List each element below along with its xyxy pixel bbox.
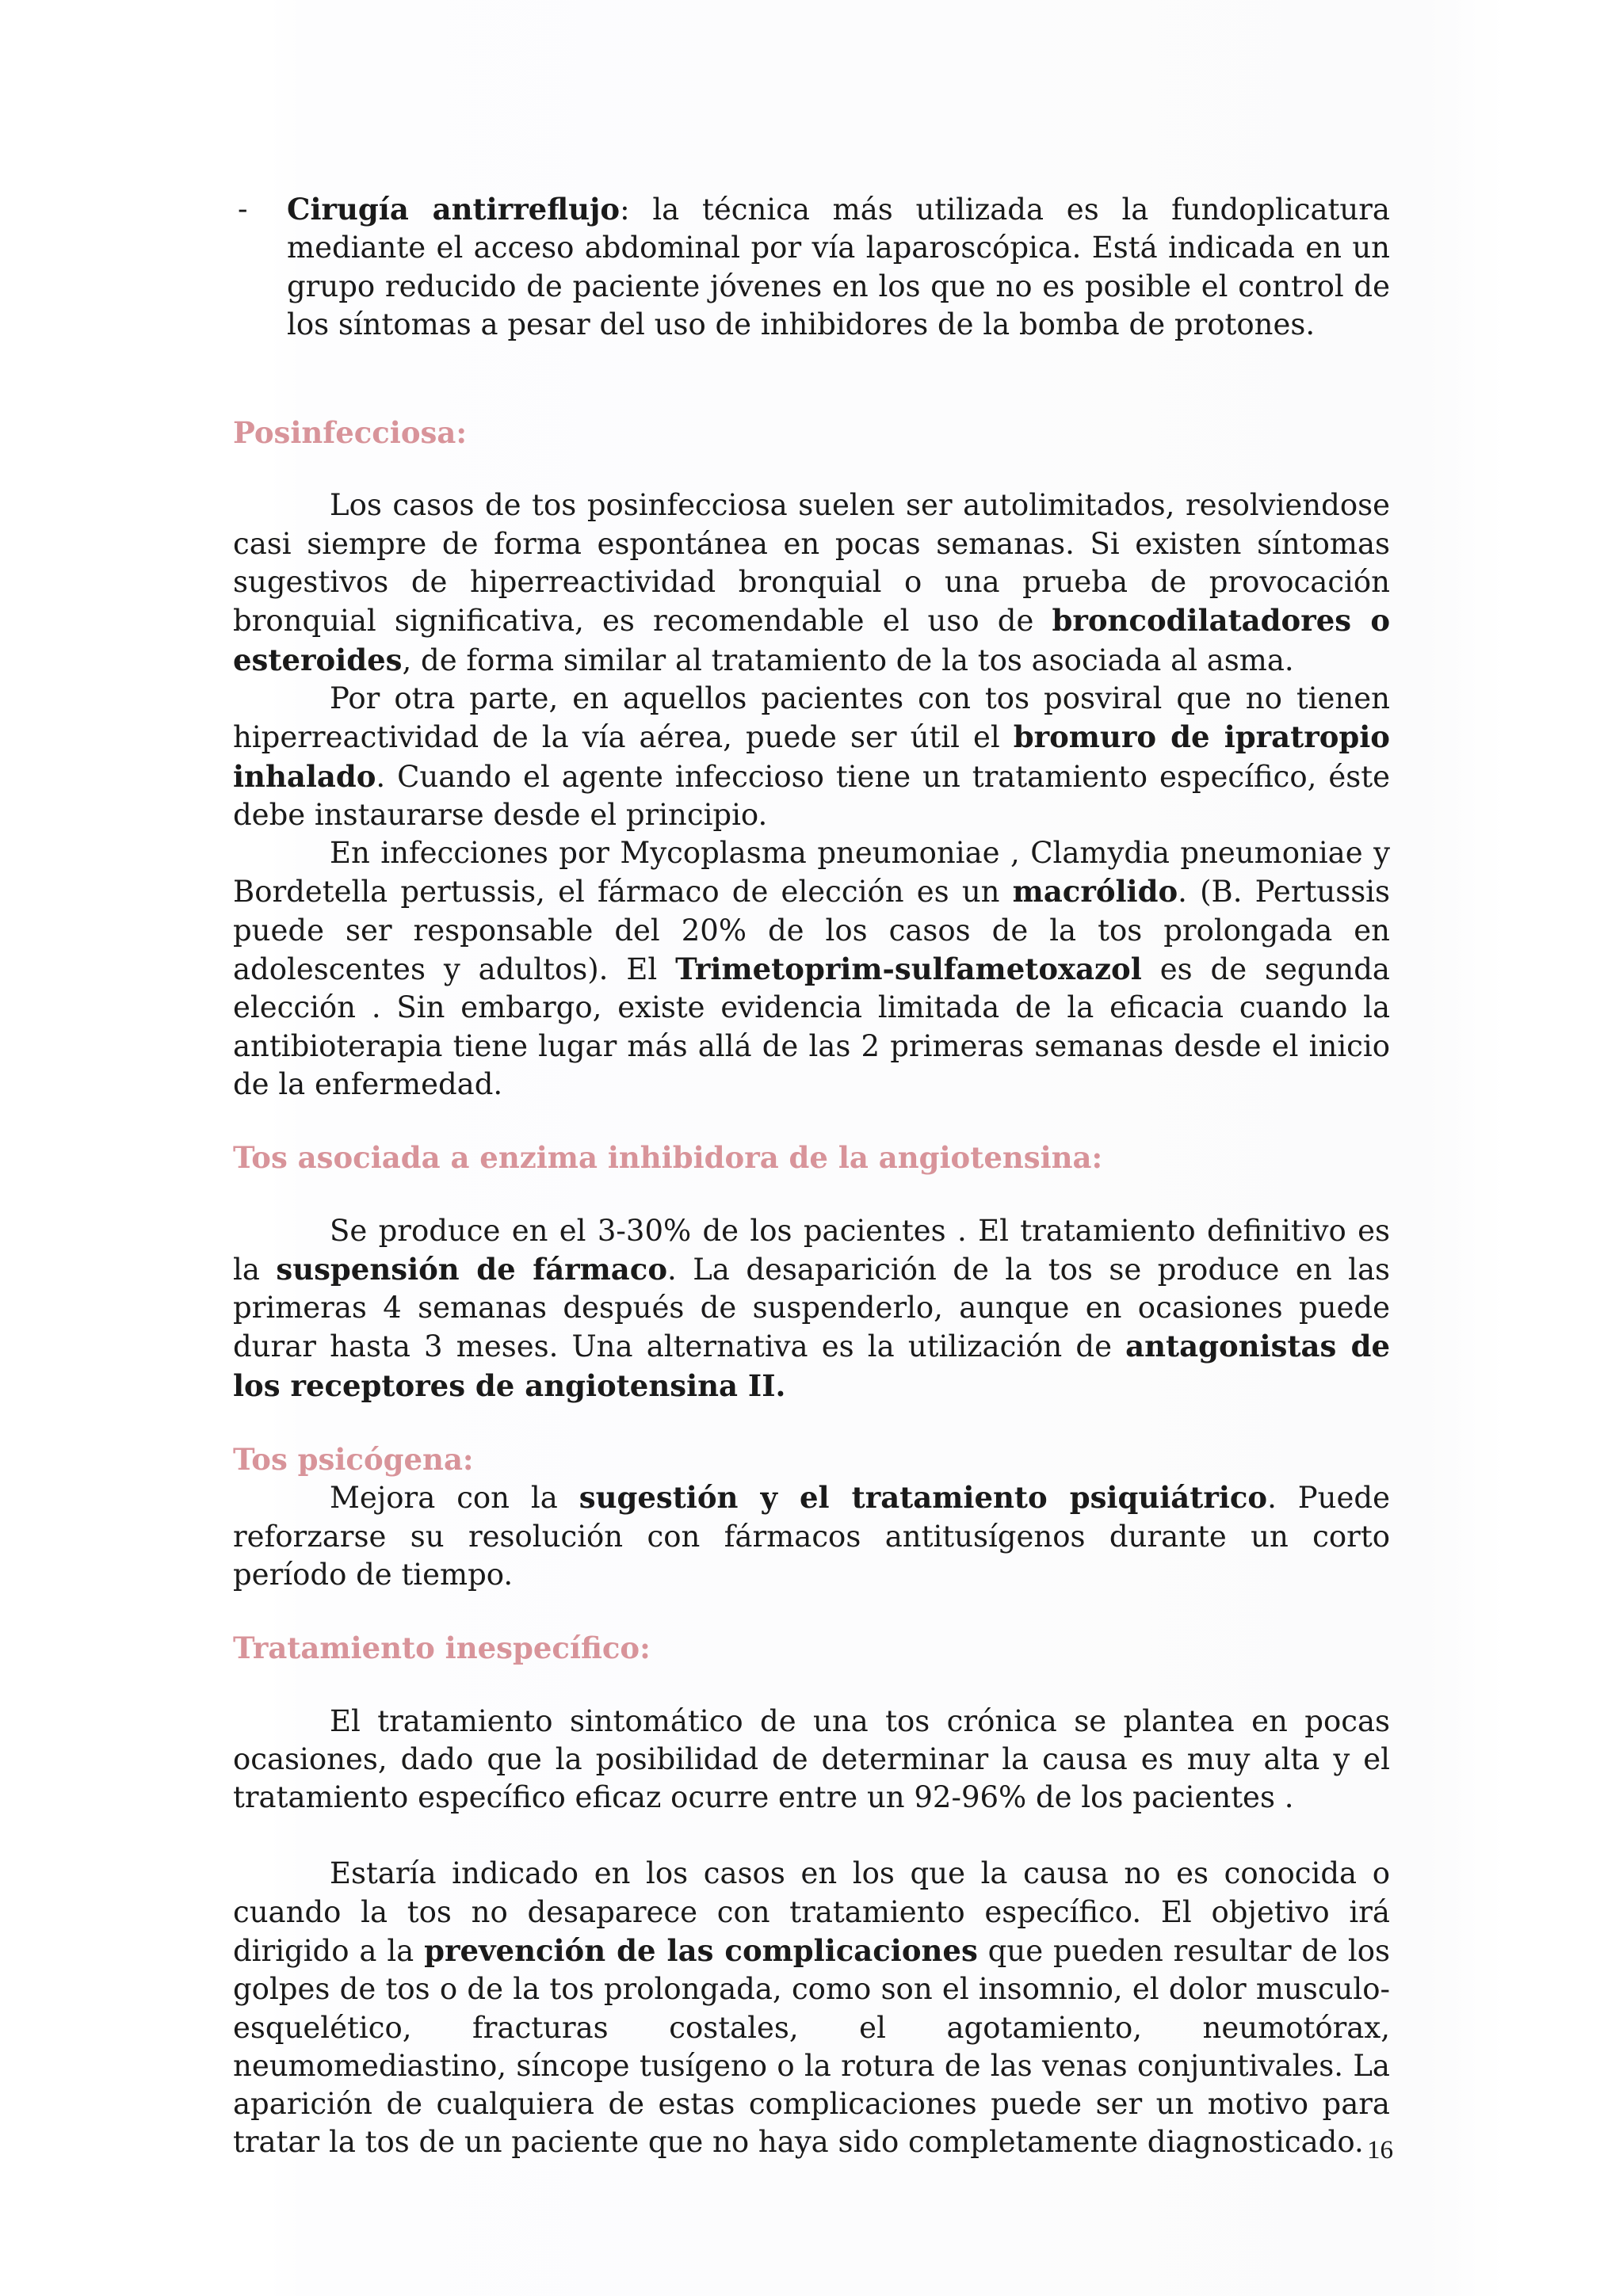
paragraph-text: es de segunda elección . Sin embargo, existe evidencia limitada de la eficacia cuando la antibioterapia tiene lugar más allá de las 2 primeras semanas desde el inicio de la enfermedad.: [233, 952, 1390, 1101]
bullet-term: Cirugía antirreflujo: [287, 192, 621, 227]
page-number: 16: [1367, 2136, 1393, 2164]
paragraph-posinfecciosa-2: [233, 680, 1390, 834]
paragraph-ieca-1: [233, 1212, 1390, 1405]
paragraph-text: que pueden resultar de los golpes de tos o de la tos prolongada, como son el insomnio, el dolor musculo-esquelético, fracturas costales, el agotamiento, neumotórax, neumomediastino, síncope tusígeno o la rotura de las venas conjuntivales. La aparición de cualquiera de estas complicaciones puede ser un motivo para tratar la tos de un paciente que no haya sido completamente diagnosticado.: [233, 1933, 1390, 2160]
section-heading-psicogena: Tos psicógena:: [233, 1442, 474, 1478]
paragraph-text: Estaría indicado en los casos en los que la causa no es conocida o cuando la tos no desaparece con tratamiento específico. El objetivo irá dirigido a la: [233, 1856, 1390, 1968]
document-body: [233, 190, 1390, 2162]
bullet-dash: -: [238, 192, 248, 226]
paragraph-posinfecciosa-3: [233, 834, 1390, 1104]
paragraph-text: Por otra parte, en aquellos pacientes con tos posviral que no tienen hiperreactividad de la vía aérea, puede ser útil el: [233, 681, 1390, 755]
paragraph-inespecifico-1: El tratamiento sintomático de una tos crónica se plantea en pocas ocasiones, dado que la posibilidad de determinar la causa es muy alta y el tratamiento específico eficaz ocurre entre un 92-96% de los pacientes .: [233, 1703, 1390, 1815]
bullet-text: : la técnica más utilizada es la fundoplicatura mediante el acceso abdominal por vía laparoscópica. Está indicada en un grupo reducido de paciente jóvenes en los que no es posible el control de los síntomas a pesar del uso de inhibidores de la bomba de protones.: [287, 193, 1390, 341]
paragraph-psicogena-1: [233, 1478, 1390, 1594]
paragraph-text: . La desaparición de la tos se produce en las primeras 4 semanas después de suspenderlo, aunque en ocasiones puede durar hasta 3 meses. Una alternativa es la utilización de: [233, 1252, 1390, 1364]
paragraph-text: Se produce en el 3-30% de los pacientes . El tratamiento definitivo es la: [233, 1213, 1390, 1287]
bold-term: broncodilatadores o esteroides: [233, 603, 1390, 677]
paragraph-text: . Cuando el agente infeccioso tiene un tratamiento específico, éste debe instaurarse desde el principio.: [233, 759, 1390, 832]
bold-term: antagonistas de los receptores de angiotensina II.: [233, 1329, 1390, 1403]
bold-term: bromuro de ipratropio inhalado: [233, 719, 1390, 794]
paragraph-inespecifico-2: [233, 1855, 1390, 2161]
paragraph-text: , de forma similar al tratamiento de la tos asociada al asma.: [402, 643, 1294, 677]
section-heading-posinfecciosa: Posinfecciosa:: [233, 415, 468, 451]
list-item-cirugia-antirreflujo: [233, 190, 1390, 344]
paragraph-text: Los casos de tos posinfecciosa suelen ser autolimitados, resolviendose casi siempre de forma espontánea en pocas semanas. Si existen síntomas sugestivos de hiperreactividad bronquial o una prueba de provocación bronquial significativa, es recomendable el uso de: [233, 488, 1390, 639]
section-heading-ieca: Tos asociada a enzima inhibidora de la angiotensina:: [233, 1140, 1103, 1176]
paragraph-posinfecciosa-1: [233, 486, 1390, 679]
paragraph-text: En infecciones por Mycoplasma pneumoniae , Clamydia pneumoniae y Bordetella pertussis, el fármaco de elección es un: [233, 836, 1390, 910]
section-heading-inespecifico: Tratamiento inespecífico:: [233, 1630, 651, 1666]
paragraph-text: Mejora con la: [330, 1481, 579, 1516]
bold-term: prevención de las complicaciones: [424, 1932, 978, 1968]
bold-term: macrólido: [1012, 874, 1178, 910]
paragraph-text: . (B. Pertussis puede ser responsable del 20% de los casos de la tos prolongada en adolescentes y adultos). El: [233, 875, 1390, 987]
paragraph-text: . Puede reforzarse su resolución con fármacos antitusígenos durante un corto período de tiempo.: [233, 1481, 1390, 1592]
bold-term: suspensión de fármaco: [276, 1251, 667, 1287]
bold-term: Trimetoprim-sulfametoxazol: [675, 952, 1142, 987]
bold-term: sugestión y el tratamiento psiquiátrico: [579, 1480, 1268, 1516]
